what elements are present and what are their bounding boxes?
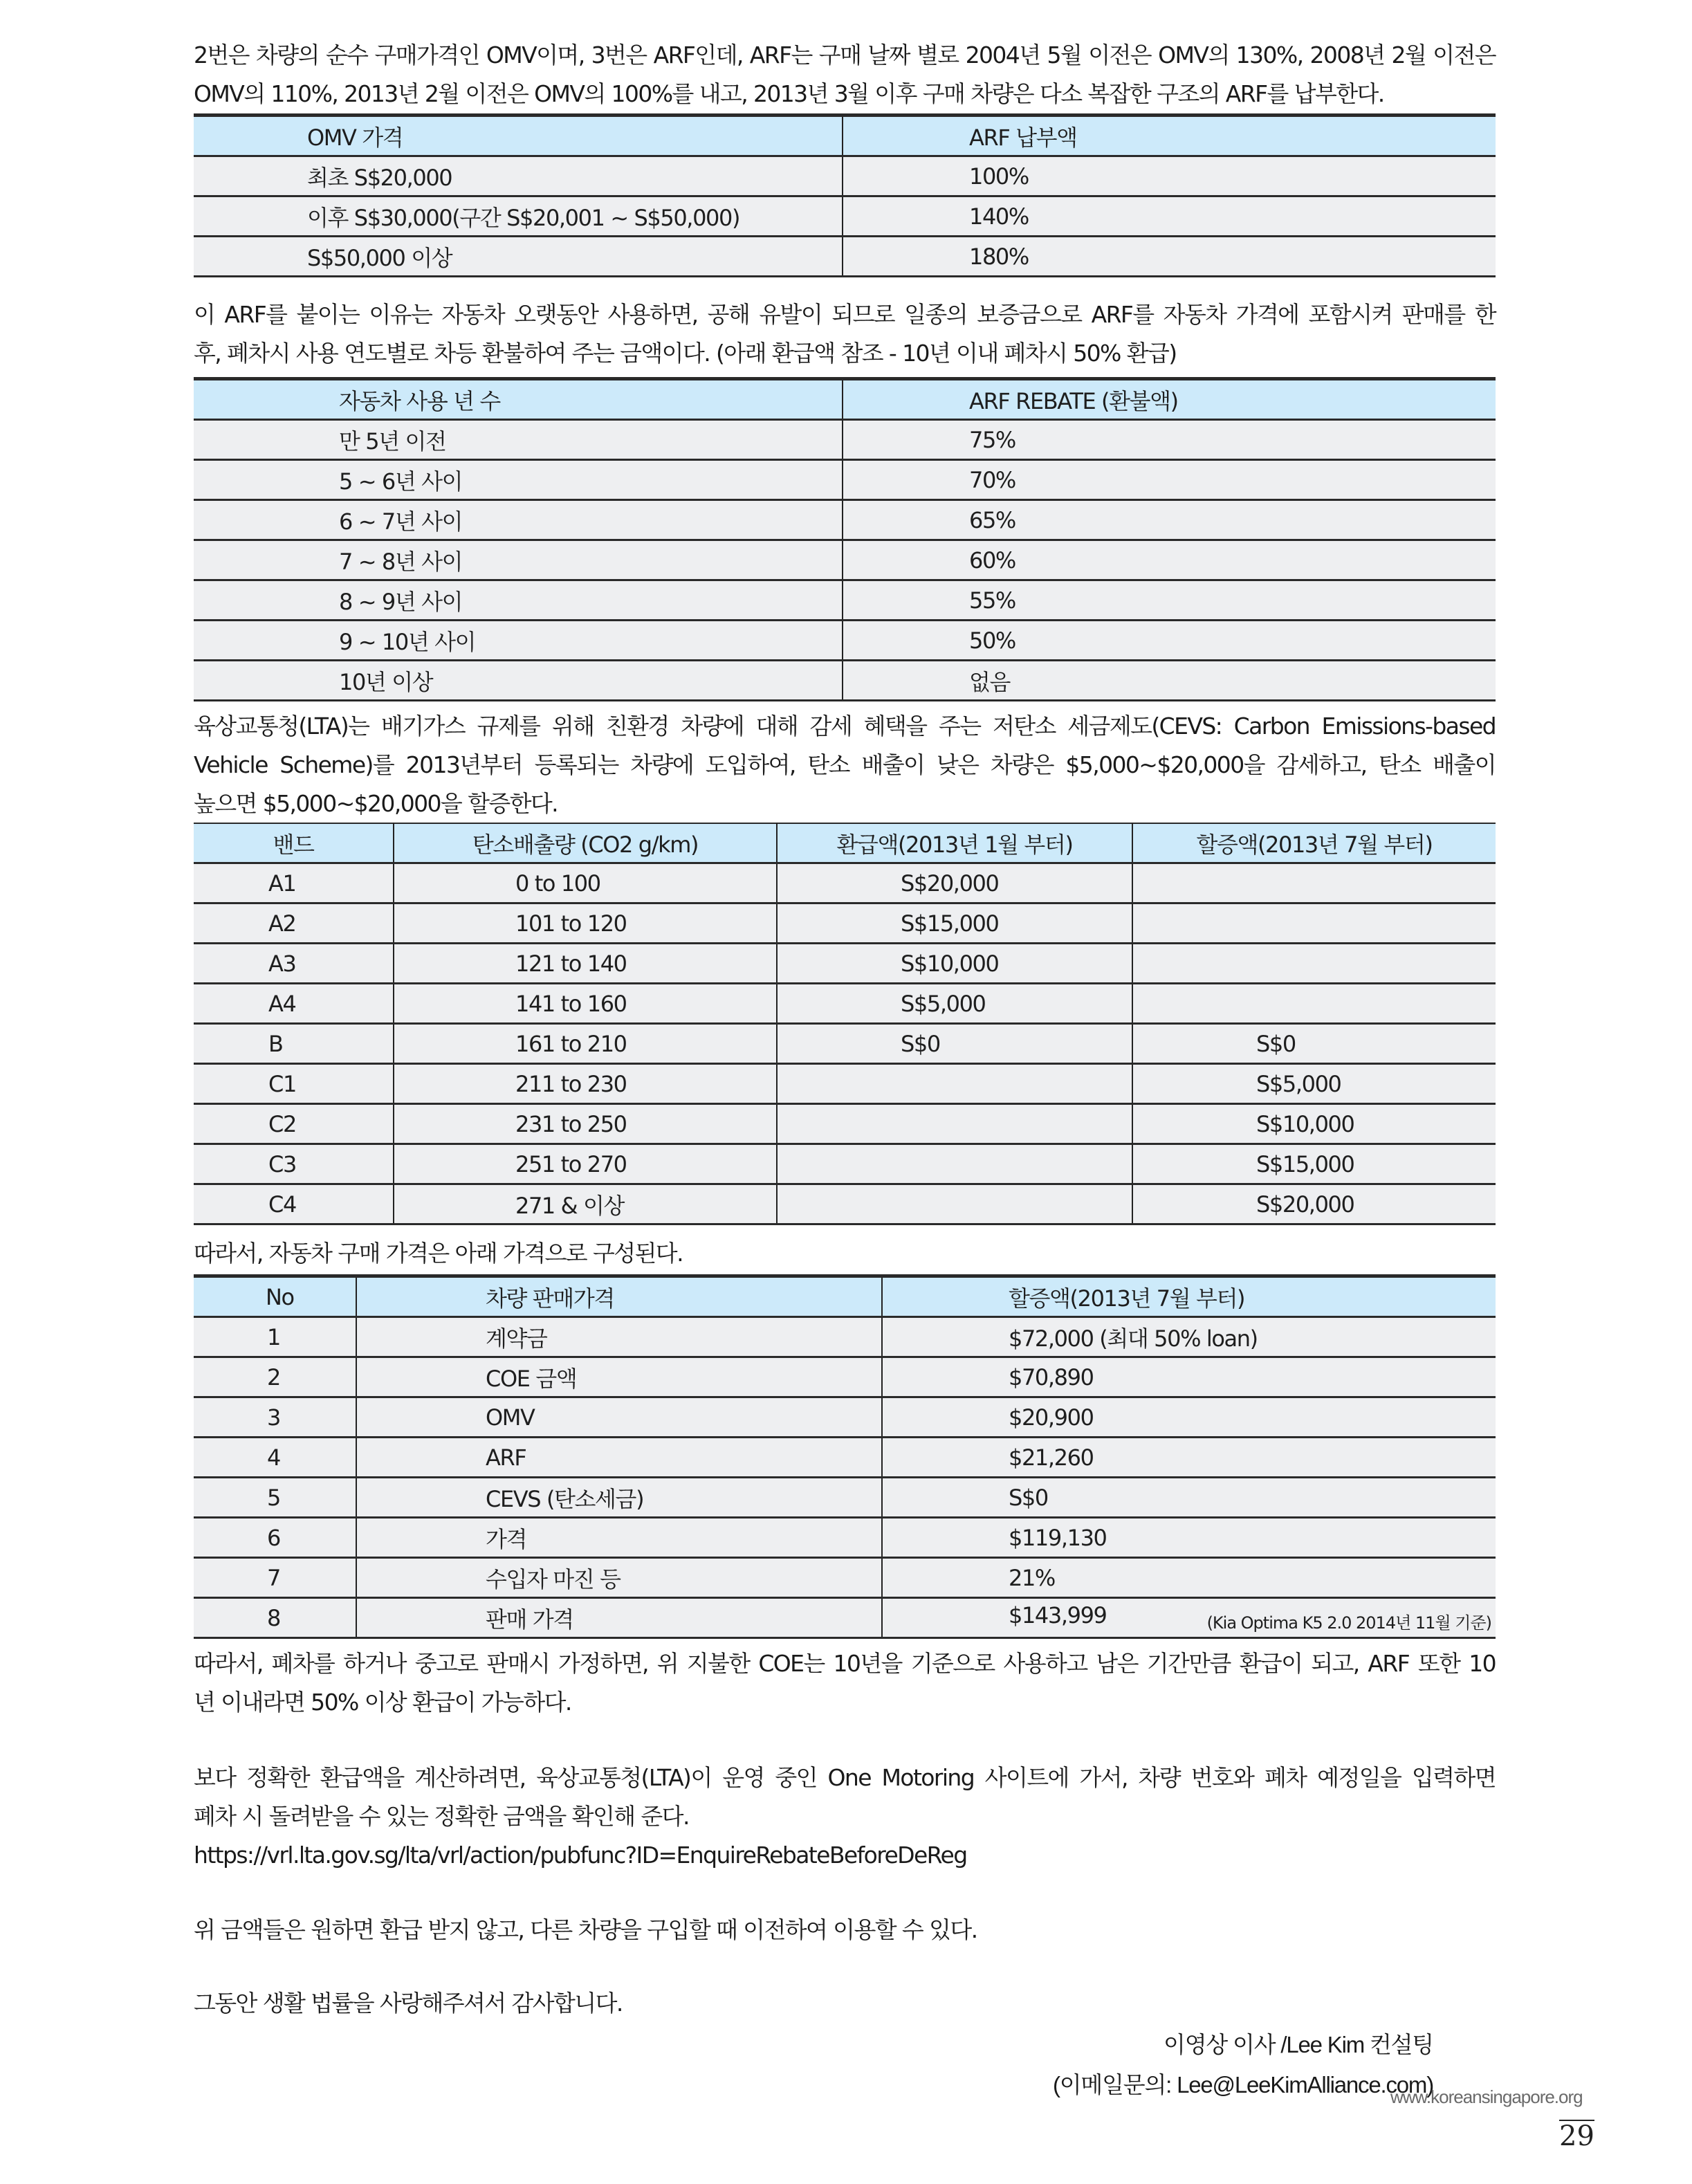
table-cell: 6 ~ 7년 사이 bbox=[194, 500, 843, 540]
table-cell: S$15,000 bbox=[777, 903, 1132, 944]
table-cell: $70,890 bbox=[882, 1357, 1496, 1397]
table-row bbox=[194, 1558, 1496, 1598]
table-row bbox=[194, 661, 1496, 701]
table-cell: 121 to 140 bbox=[394, 944, 777, 984]
text-line: OMV의 110%, 2013년 2월 이전은 OMV의 100%를 내고, 2013년 3월 이후 구매 차량은 다소 복잡한 구조의 ARF를 납부한다. bbox=[194, 80, 1384, 107]
table-cell: $143,999 (Kia Optima K5 2.0 2014년 11월 기준) bbox=[882, 1598, 1496, 1638]
text-line: 이 ARF를 붙이는 이유는 자동차 오랫동안 사용하면, 공해 유발이 되므로 일종의 보증금으로 ARF를 자동차 가격에 포함시켜 판매를 한 bbox=[194, 301, 1496, 328]
table-cell bbox=[777, 1184, 1132, 1224]
table-cell: 101 to 120 bbox=[394, 903, 777, 944]
arf-payment-table bbox=[194, 113, 1496, 277]
table-cell: A1 bbox=[194, 863, 394, 903]
table-header-row bbox=[194, 116, 1496, 156]
source-note: (Kia Optima K5 2.0 2014년 11월 기준) bbox=[1206, 1613, 1491, 1633]
price-intro-paragraph bbox=[194, 1234, 1496, 1273]
text-line: 그동안 생활 법률을 사랑해주셔서 감사합니다. bbox=[194, 1990, 623, 2017]
table-cell: OMV bbox=[356, 1397, 882, 1438]
table-cell: 231 to 250 bbox=[394, 1104, 777, 1144]
table-cell: S$15,000 bbox=[1132, 1144, 1496, 1184]
table-row bbox=[194, 500, 1496, 540]
table-cell: 50% bbox=[843, 621, 1496, 661]
cevs-band-table bbox=[194, 823, 1496, 1225]
table-cell: 21% bbox=[882, 1558, 1496, 1598]
table-cell: 8 ~ 9년 사이 bbox=[194, 580, 843, 621]
table-row bbox=[194, 1317, 1496, 1357]
table-cell: COE 금액 bbox=[356, 1357, 882, 1397]
table-cell: 7 ~ 8년 사이 bbox=[194, 540, 843, 580]
table-cell: 5 bbox=[194, 1478, 356, 1518]
table-cell: 4 bbox=[194, 1438, 356, 1478]
table-cell: S$0 bbox=[882, 1478, 1496, 1518]
table-cell: 수입자 마진 등 bbox=[356, 1558, 882, 1598]
table-cell bbox=[777, 1104, 1132, 1144]
table-row bbox=[194, 540, 1496, 580]
table-row bbox=[194, 863, 1496, 903]
table-cell: $21,260 bbox=[882, 1438, 1496, 1478]
rebate-intro-paragraph bbox=[194, 295, 1496, 373]
table-cell: 10년 이상 bbox=[194, 661, 843, 701]
table-cell: 최초 S$20,000 bbox=[194, 156, 843, 196]
table-cell: 2 bbox=[194, 1357, 356, 1397]
table-row bbox=[194, 237, 1496, 277]
table-cell: S$5,000 bbox=[1132, 1064, 1496, 1104]
table-cell: S$20,000 bbox=[1132, 1184, 1496, 1224]
table-row bbox=[194, 1357, 1496, 1397]
text-line: 높으면 $5,000~$20,000을 할증한다. bbox=[194, 790, 558, 817]
table-cell: 만 5년 이전 bbox=[194, 420, 843, 460]
table-cell: A3 bbox=[194, 944, 394, 984]
table-cell: 1 bbox=[194, 1317, 356, 1357]
column-header: 차량 판매가격 bbox=[356, 1276, 882, 1317]
column-header: ARF 납부액 bbox=[843, 116, 1496, 156]
table-cell bbox=[1132, 944, 1496, 984]
table-cell: 251 to 270 bbox=[394, 1144, 777, 1184]
table-cell: 75% bbox=[843, 420, 1496, 460]
column-header: 밴드 bbox=[194, 823, 394, 863]
table-cell bbox=[1132, 984, 1496, 1024]
table-cell: 161 to 210 bbox=[394, 1024, 777, 1064]
column-header: 할증액(2013년 7월 부터) bbox=[1132, 823, 1496, 863]
table-cell: 3 bbox=[194, 1397, 356, 1438]
table-cell: CEVS (탄소세금) bbox=[356, 1478, 882, 1518]
table-cell: 70% bbox=[843, 460, 1496, 500]
text-line: 폐차 시 돌려받을 수 있는 정확한 금액을 확인해 준다. bbox=[194, 1803, 689, 1830]
author-signature: 이영상 이사 /Lee Kim 컨설팅 bbox=[1164, 2032, 1433, 2057]
text-line: 위 금액들은 원하면 환급 받지 않고, 다른 차량을 구입할 때 이전하여 이용할 수 있다. bbox=[194, 1916, 977, 1943]
table-cell bbox=[777, 1064, 1132, 1104]
column-header: 자동차 사용 년 수 bbox=[194, 379, 843, 420]
table-cell: 6 bbox=[194, 1518, 356, 1558]
table-cell: 0 to 100 bbox=[394, 863, 777, 903]
table-cell: 140% bbox=[843, 196, 1496, 237]
table-cell: ARF bbox=[356, 1438, 882, 1478]
table-cell: S$0 bbox=[1132, 1024, 1496, 1064]
table-cell bbox=[1132, 863, 1496, 903]
table-row bbox=[194, 1064, 1496, 1104]
table-cell: 판매 가격 bbox=[356, 1598, 882, 1638]
table-row bbox=[194, 1144, 1496, 1184]
text-line: 보다 정확한 환급액을 계산하려면, 육상교통청(LTA)이 운영 중인 One Motoring 사이트에 가서, 차량 번호와 폐차 예정일을 입력하면 bbox=[194, 1764, 1496, 1791]
author-contact: (이메일문의: Lee@LeeKimAlliance.com) bbox=[1052, 2072, 1433, 2098]
table-row bbox=[194, 1438, 1496, 1478]
text-line: 2번은 차량의 순수 구매가격인 OMV이며, 3번은 ARF인데, ARF는 구매 날짜 별로 2004년 5월 이전은 OMV의 130%, 2008년 2월 이전은 bbox=[194, 42, 1496, 68]
table-header-row bbox=[194, 823, 1496, 863]
table-cell: C2 bbox=[194, 1104, 394, 1144]
column-header: 탄소배출량 (CO2 g/km) bbox=[394, 823, 777, 863]
table-row bbox=[194, 1598, 1496, 1638]
text-line: 년 이내라면 50% 이상 환급이 가능하다. bbox=[194, 1689, 571, 1716]
table-cell: C3 bbox=[194, 1144, 394, 1184]
table-cell: C4 bbox=[194, 1184, 394, 1224]
table-row bbox=[194, 1104, 1496, 1144]
transfer-paragraph bbox=[194, 1911, 1496, 1949]
column-header: OMV 가격 bbox=[194, 116, 843, 156]
column-header: No bbox=[194, 1276, 356, 1317]
table-cell: 65% bbox=[843, 500, 1496, 540]
onemotoring-paragraph bbox=[194, 1759, 1496, 1875]
table-cell: S$10,000 bbox=[777, 944, 1132, 984]
text-line: 후, 폐차시 사용 연도별로 차등 환불하여 주는 금액이다. (아래 환급액 참조 - 10년 이내 폐차시 50% 환급) bbox=[194, 340, 1177, 367]
table-row bbox=[194, 944, 1496, 984]
table-header-row bbox=[194, 379, 1496, 420]
table-cell: 55% bbox=[843, 580, 1496, 621]
table-cell: 가격 bbox=[356, 1518, 882, 1558]
column-header: 환급액(2013년 1월 부터) bbox=[777, 823, 1132, 863]
table-cell: 이후 S$30,000(구간 S$20,001 ~ S$50,000) bbox=[194, 196, 843, 237]
refund-paragraph bbox=[194, 1644, 1496, 1722]
table-cell: 211 to 230 bbox=[394, 1064, 777, 1104]
table-cell: S$50,000 이상 bbox=[194, 237, 843, 277]
table-cell: S$0 bbox=[777, 1024, 1132, 1064]
table-cell: 계약금 bbox=[356, 1317, 882, 1357]
column-header: 할증액(2013년 7월 부터) bbox=[882, 1276, 1496, 1317]
column-header: ARF REBATE (환불액) bbox=[843, 379, 1496, 420]
table-cell bbox=[1132, 903, 1496, 944]
table-cell: A4 bbox=[194, 984, 394, 1024]
table-cell: 5 ~ 6년 사이 bbox=[194, 460, 843, 500]
table-cell: B bbox=[194, 1024, 394, 1064]
thanks-paragraph bbox=[194, 1984, 1496, 2023]
text-line: 따라서, 자동차 구매 가격은 아래 가격으로 구성된다. bbox=[194, 1240, 683, 1267]
table-cell: 100% bbox=[843, 156, 1496, 196]
table-cell: C1 bbox=[194, 1064, 394, 1104]
table-cell: 180% bbox=[843, 237, 1496, 277]
table-cell: 141 to 160 bbox=[394, 984, 777, 1024]
table-row bbox=[194, 460, 1496, 500]
table-row bbox=[194, 420, 1496, 460]
text-line: 육상교통청(LTA)는 배기가스 규제를 위해 친환경 차량에 대해 감세 혜택을 주는 저탄소 세금제도(CEVS: Carbon Emissions-based bbox=[194, 713, 1496, 740]
table-cell: S$20,000 bbox=[777, 863, 1132, 903]
table-row bbox=[194, 621, 1496, 661]
table-cell bbox=[777, 1144, 1132, 1184]
table-cell: S$5,000 bbox=[777, 984, 1132, 1024]
table-cell: 8 bbox=[194, 1598, 356, 1638]
text-line: 따라서, 폐차를 하거나 중고로 판매시 가정하면, 위 지불한 COE는 10년을 기준으로 사용하고 남은 기간만큼 환급이 되고, ARF 또한 10 bbox=[194, 1650, 1496, 1677]
table-cell: 9 ~ 10년 사이 bbox=[194, 621, 843, 661]
table-cell: $20,900 bbox=[882, 1397, 1496, 1438]
table-row bbox=[194, 580, 1496, 621]
table-row bbox=[194, 1184, 1496, 1224]
table-cell: $119,130 bbox=[882, 1518, 1496, 1558]
table-header-row bbox=[194, 1276, 1496, 1317]
table-cell: S$10,000 bbox=[1132, 1104, 1496, 1144]
table-cell: 271 & 이상 bbox=[394, 1184, 777, 1224]
table-cell: A2 bbox=[194, 903, 394, 944]
table-row bbox=[194, 1518, 1496, 1558]
arf-rebate-table bbox=[194, 377, 1496, 701]
rebate-enquiry-link[interactable]: https://vrl.lta.gov.sg/lta/vrl/action/pubfunc?ID=EnquireRebateBeforeDeReg bbox=[194, 1842, 967, 1869]
table-cell: 7 bbox=[194, 1558, 356, 1598]
page-number: 29 bbox=[1559, 2120, 1594, 2152]
cevs-intro-paragraph bbox=[194, 707, 1496, 823]
text-line: Vehicle Scheme)를 2013년부터 등록되는 차량에 도입하여, 탄소 배출이 낮은 차량은 $5,000~$20,000을 감세하고, 탄소 배출이 bbox=[194, 751, 1496, 778]
table-cell: 60% bbox=[843, 540, 1496, 580]
table-row bbox=[194, 156, 1496, 196]
table-cell: $72,000 (최대 50% loan) bbox=[882, 1317, 1496, 1357]
table-row bbox=[194, 903, 1496, 944]
table-cell: 없음 bbox=[843, 661, 1496, 701]
website-footer: www.koreansingapore.org bbox=[1390, 2086, 1583, 2107]
table-row bbox=[194, 1478, 1496, 1518]
table-row bbox=[194, 196, 1496, 237]
vehicle-price-table bbox=[194, 1274, 1496, 1639]
table-row bbox=[194, 1397, 1496, 1438]
table-row bbox=[194, 984, 1496, 1024]
intro-paragraph bbox=[194, 36, 1496, 113]
table-row bbox=[194, 1024, 1496, 1064]
